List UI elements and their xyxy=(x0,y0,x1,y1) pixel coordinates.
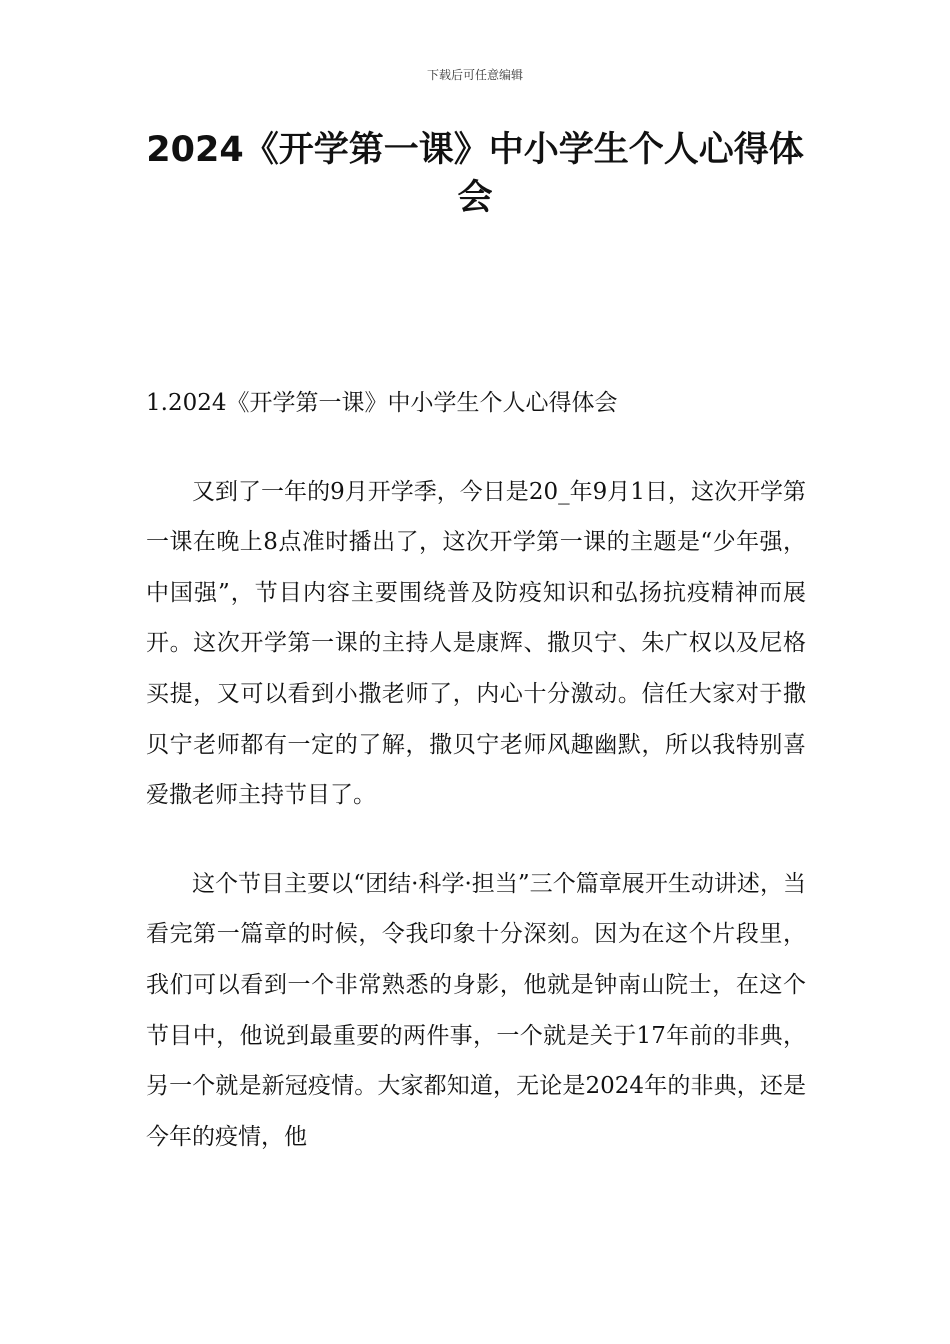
header-note: 下载后可任意编辑 xyxy=(426,68,523,82)
section-heading: 1.2024《开学第一课》中小学生个人心得体会 xyxy=(146,390,618,416)
document-body xyxy=(146,378,806,1200)
paragraph-1: 又到了一年的9月开学季，今日是20_年9月1日，这次开学第一课在晚上8点准时播出了，这次开学第一课的主题是“少年强，中国强”，节目内容主要围绕普及防疫知识和弘扬抗疫精神而展开。这次开学第一课的主持人是康辉、撒贝宁、朱广权以及尼格买提，又可以看到小撒老师了，内心十分激动。信任大家对于撒贝宁老师都有一定的了解，撒贝宁老师风趣幽默，所以我特别喜爱撒老师主持节目了。 xyxy=(146,478,806,809)
paragraph-2: 这个节目主要以“团结·科学·担当”三个篇章展开生动讲述，当看完第一篇章的时候，令我印象十分深刻。因为在这个片段里，我们可以看到一个非常熟悉的身影，他就是钟南山院士，在这个节目中，他说到最重要的两件事，一个就是关于17年前的非典，另一个就是新冠疫情。大家都知道，无论是2024年的非典，还是今年的疫情，他 xyxy=(146,870,806,1150)
document-title: 2024《开学第一课》中小学生个人心得体会 xyxy=(146,130,804,218)
